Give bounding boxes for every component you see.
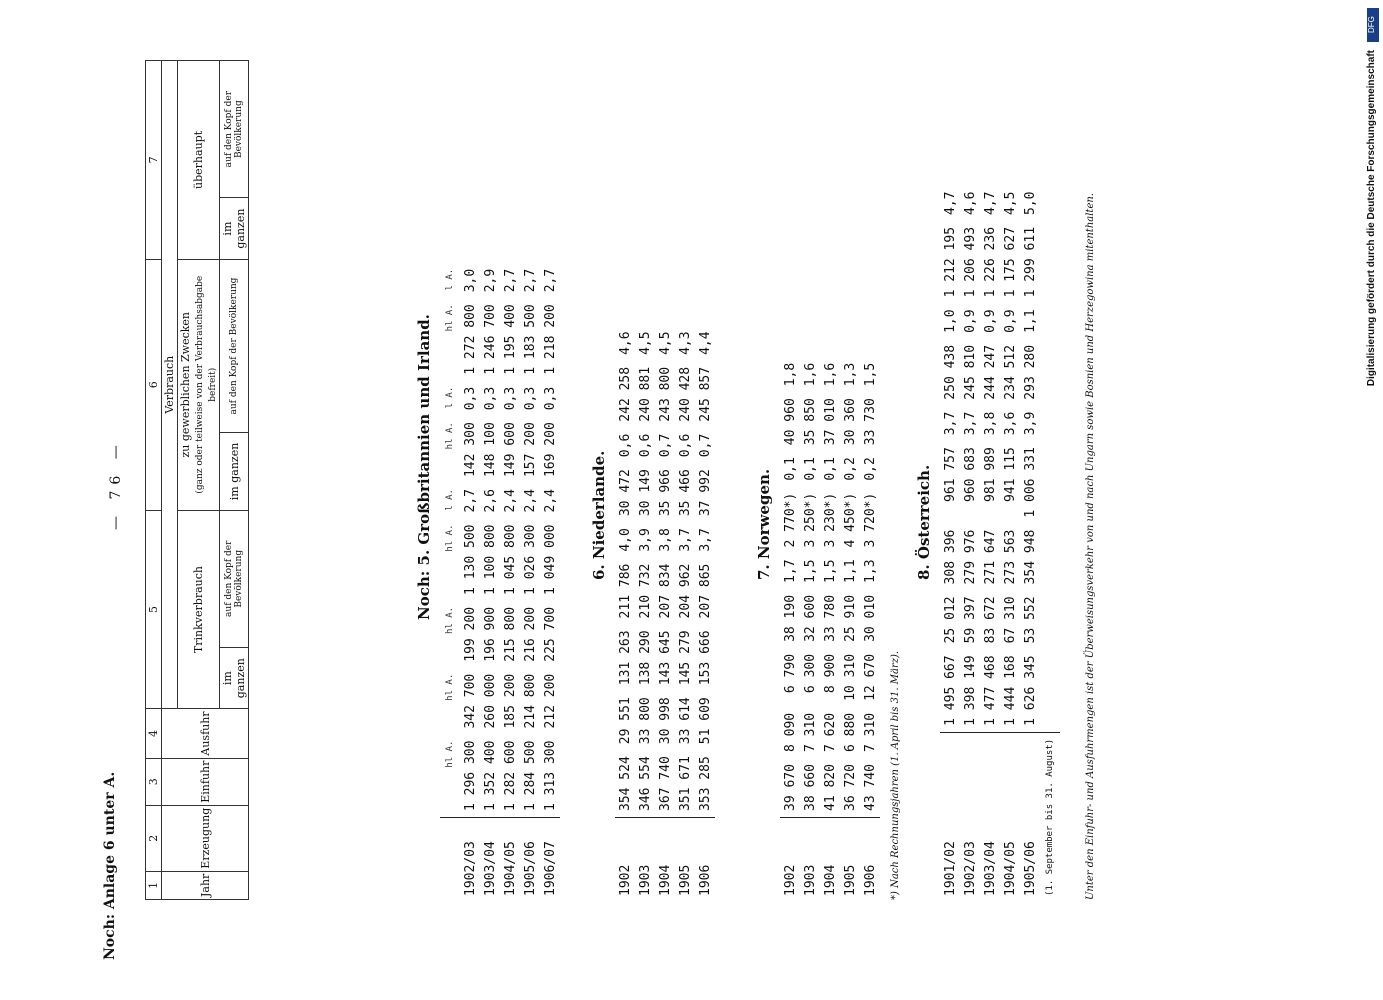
- table-row: [675, 325, 695, 900]
- year-cell: 1904/05: [1000, 732, 1020, 900]
- section-table-grossbritannien: [440, 263, 560, 900]
- table-row: [635, 325, 655, 900]
- value-cell: 3 250*): [802, 492, 818, 548]
- value-cell: 1 398 149: [962, 655, 978, 726]
- year-cell: 1904: [820, 818, 840, 901]
- header-im-ganzen: im ganzen: [220, 198, 249, 260]
- value-cell: 8 900: [822, 653, 838, 694]
- header-verbrauch: Verbrauch: [162, 61, 178, 709]
- value-cell: 1,6: [802, 362, 818, 387]
- value-cell: 0,6: [637, 433, 653, 458]
- value-cell: 0,1: [822, 457, 838, 481]
- value-cell: 53 552: [1022, 596, 1038, 644]
- value-cell: 0,2: [842, 457, 858, 481]
- year-cell: 1903/04: [980, 732, 1000, 900]
- year-cell: 1902/03: [960, 732, 980, 900]
- unit-label: l A.: [445, 489, 455, 511]
- value-cell: 2,4: [522, 489, 538, 513]
- value-cell: 39 670: [782, 764, 798, 811]
- value-cell: 351 671: [677, 756, 693, 811]
- value-cell: 1 444 168: [1002, 655, 1018, 726]
- value-cell: 1 195 400: [502, 304, 518, 375]
- table-row: [840, 357, 860, 900]
- section-title-oesterreich: 8. Österreich.: [915, 464, 933, 580]
- year-cell: 1903: [800, 818, 820, 901]
- value-cell: 6 880: [842, 712, 858, 753]
- value-cell: 1 282 600: [502, 740, 518, 811]
- value-cell: 4,0: [617, 528, 633, 552]
- value-cell: 210 732: [637, 563, 653, 619]
- value-cell: 244 247: [982, 344, 998, 400]
- value-cell: 1,1: [1022, 309, 1038, 333]
- year-cell: 1906/07: [540, 818, 560, 901]
- value-cell: 29 551: [617, 697, 633, 745]
- value-cell: 33 800: [637, 697, 653, 745]
- value-cell: 4,6: [962, 191, 978, 215]
- header-gewerblich: [178, 259, 220, 510]
- value-cell: 0,1: [782, 457, 798, 481]
- value-cell: 1 049 000: [542, 524, 558, 595]
- value-cell: 25 910: [842, 594, 858, 642]
- value-cell: 1 006 331: [1022, 447, 1038, 518]
- value-cell: 30 149: [637, 469, 653, 517]
- table-row: [695, 325, 715, 900]
- value-cell: 1,0: [942, 309, 958, 333]
- value-cell: 33 730: [862, 398, 878, 446]
- value-cell: 1 296 300: [462, 740, 478, 811]
- value-cell: 1 313 300: [542, 740, 558, 811]
- value-cell: 0,3: [542, 386, 558, 411]
- value-cell: 204 962: [677, 563, 693, 619]
- value-cell: 1,3: [842, 362, 858, 387]
- col-number: 4: [146, 709, 162, 758]
- value-cell: 960 683: [962, 447, 978, 502]
- value-cell: 1 175 627: [1002, 226, 1018, 298]
- value-cell: 157 200: [522, 422, 538, 478]
- col-number: 7: [146, 61, 162, 260]
- value-cell: 142 300: [462, 422, 478, 478]
- year-cell: 1902: [780, 818, 800, 901]
- value-cell: 1,3: [862, 559, 878, 583]
- value-cell: 0,3: [482, 386, 498, 411]
- value-cell: 1 626 345: [1022, 655, 1038, 726]
- table-row: [520, 263, 540, 900]
- value-cell: 25 012: [942, 596, 958, 644]
- period-note: (1. September bis 31. August): [1040, 732, 1060, 900]
- header-im-ganzen: im ganzen: [220, 433, 249, 510]
- section-title-norwegen: 7. Norwegen.: [755, 468, 773, 580]
- value-cell: 1,8: [782, 362, 798, 387]
- year-cell: 1904/05: [500, 818, 520, 901]
- section-table-niederlande: [615, 325, 715, 900]
- value-cell: 293 280: [1022, 344, 1038, 400]
- dfg-logo: DFG: [1367, 8, 1379, 42]
- value-cell: 1,5: [802, 559, 818, 583]
- value-cell: 216 200: [522, 606, 538, 662]
- value-cell: 240 428: [677, 366, 693, 422]
- value-cell: 37 010: [822, 398, 838, 446]
- value-cell: 1 352 400: [482, 740, 498, 811]
- table-row: [1000, 185, 1020, 900]
- value-cell: 83 672: [982, 596, 998, 644]
- value-cell: 2,4: [502, 489, 518, 513]
- value-cell: 3,7: [677, 528, 693, 552]
- column-number-row: [146, 61, 162, 900]
- value-cell: 941 115: [1002, 447, 1018, 502]
- value-cell: 346 554: [637, 756, 653, 811]
- table-row: [960, 185, 980, 900]
- value-cell: 342 700: [462, 673, 478, 729]
- value-cell: 1 272 800: [462, 304, 478, 375]
- year-cell: 1906: [695, 818, 715, 901]
- header-im-ganzen: im ganzen: [220, 647, 249, 709]
- value-cell: 240 881: [637, 366, 653, 422]
- value-cell: 367 740: [657, 756, 673, 811]
- header-einfuhr: Einfuhr: [162, 758, 249, 805]
- value-cell: 1 246 700: [482, 304, 498, 375]
- value-cell: 0,7: [697, 433, 713, 458]
- year-cell: 1904: [655, 818, 675, 901]
- value-cell: 2,4: [542, 489, 558, 513]
- value-cell: 30 998: [657, 697, 673, 745]
- value-cell: 185 200: [502, 673, 518, 729]
- table-row: [460, 263, 480, 900]
- year-cell: 1902/03: [460, 818, 480, 901]
- page-number: — 76 —: [108, 439, 124, 530]
- value-cell: 6 790: [782, 653, 798, 694]
- value-cell: 32 600: [802, 594, 818, 642]
- value-cell: 145 279: [677, 630, 693, 686]
- year-cell: 1905/06: [1020, 732, 1040, 900]
- value-cell: 215 800: [502, 606, 518, 662]
- value-cell: 273 563: [1002, 529, 1018, 585]
- value-cell: 2,7: [542, 268, 558, 293]
- value-cell: 131 263: [617, 630, 633, 686]
- value-cell: 279 976: [962, 529, 978, 585]
- value-cell: 5,0: [1022, 191, 1038, 215]
- running-head: Noch: Anlage 6 unter A.: [102, 771, 118, 960]
- value-cell: 3,7: [962, 411, 978, 436]
- value-cell: 234 512: [1002, 344, 1018, 400]
- value-cell: 4 450*): [842, 492, 858, 548]
- value-cell: 0,6: [617, 433, 633, 458]
- table-row: [980, 185, 1000, 900]
- value-cell: 4,5: [1002, 191, 1018, 215]
- value-cell: 3,9: [1022, 411, 1038, 436]
- value-cell: 3,7: [697, 528, 713, 552]
- year-cell: 1906: [860, 818, 880, 901]
- section-table-norwegen: [780, 357, 880, 900]
- header-ausfuhr: Ausfuhr: [162, 709, 249, 758]
- value-cell: 38 660: [802, 764, 818, 811]
- value-cell: 354 524: [617, 756, 633, 811]
- value-cell: 1 045 800: [502, 524, 518, 595]
- value-cell: 35 466: [677, 469, 693, 517]
- col-number: 2: [146, 805, 162, 871]
- value-cell: 1 477 468: [982, 655, 998, 726]
- value-cell: 0,3: [522, 386, 538, 411]
- value-cell: 1 218 200: [542, 304, 558, 375]
- value-cell: 4,6: [617, 331, 633, 355]
- value-cell: 37 992: [697, 469, 713, 517]
- value-cell: 308 396: [942, 529, 958, 585]
- table-row: [780, 357, 800, 900]
- value-cell: 1 495 667: [942, 655, 958, 726]
- table-row: [615, 325, 635, 900]
- value-cell: 207 865: [697, 563, 713, 619]
- value-cell: 1,5: [862, 362, 878, 387]
- section-title-niederlande: 6. Niederlande.: [590, 450, 608, 580]
- col-number: 6: [146, 259, 162, 510]
- section-title-grossbritannien: Noch: 5. Großbritannien und Irland.: [415, 314, 433, 620]
- value-cell: 3 720*): [862, 492, 878, 548]
- value-cell: 211 786: [617, 563, 633, 619]
- value-cell: 354 948: [1022, 529, 1038, 585]
- value-cell: 4,5: [637, 331, 653, 355]
- header-ueberhaupt: überhaupt: [178, 61, 220, 260]
- value-cell: 7 620: [822, 712, 838, 753]
- value-cell: 245 857: [697, 366, 713, 422]
- col-number: 1: [146, 871, 162, 899]
- value-cell: 3,7: [942, 411, 958, 436]
- year-cell: 1905/06: [520, 818, 540, 901]
- value-cell: 212 200: [542, 673, 558, 729]
- value-cell: 3,6: [1002, 411, 1018, 436]
- value-cell: 7 310: [862, 712, 878, 753]
- value-cell: 0,9: [962, 309, 978, 333]
- col-number: 3: [146, 758, 162, 805]
- value-cell: 7 310: [802, 712, 818, 753]
- value-cell: 1 130 500: [462, 524, 478, 595]
- value-cell: 35 966: [657, 469, 673, 517]
- col-number: 5: [146, 510, 162, 709]
- table-row: [1020, 185, 1040, 900]
- value-cell: 1,6: [822, 362, 838, 387]
- value-cell: 0,3: [502, 386, 518, 411]
- value-cell: 1 100 800: [482, 524, 498, 595]
- value-cell: 59 397: [962, 596, 978, 644]
- header-jahr: Jahr: [162, 871, 249, 899]
- value-cell: 149 600: [502, 422, 518, 478]
- footnote-norwegen: *) Nach Rechnungsjahren (1. April bis 31. März).: [890, 650, 901, 900]
- value-cell: 8 090: [782, 712, 798, 753]
- table-row: [540, 263, 560, 900]
- value-cell: 10 310: [842, 653, 858, 701]
- value-cell: 6 300: [802, 653, 818, 694]
- value-cell: 3 230*): [822, 492, 838, 548]
- value-cell: 0,7: [657, 433, 673, 458]
- table-row: [860, 357, 880, 900]
- unit-label: hl A.: [445, 304, 455, 332]
- value-cell: 40 960: [782, 398, 798, 446]
- unit-label: hl A.: [445, 606, 455, 635]
- value-cell: 4,5: [657, 331, 673, 355]
- value-cell: 4,7: [942, 191, 958, 215]
- header-erzeugung: Erzeugung: [162, 805, 249, 871]
- value-cell: 1 226 236: [982, 226, 998, 298]
- value-cell: 41 820: [822, 764, 838, 811]
- value-cell: 3,9: [637, 528, 653, 552]
- value-cell: 30 010: [862, 594, 878, 642]
- header-trinkverbrauch: Trinkverbrauch: [178, 510, 220, 709]
- value-cell: 260 000: [482, 673, 498, 729]
- unit-row: [440, 263, 460, 900]
- value-cell: 2,7: [522, 268, 538, 293]
- value-cell: 4,3: [677, 331, 693, 355]
- value-cell: 2,7: [502, 268, 518, 293]
- value-cell: 245 810: [962, 344, 978, 400]
- value-cell: 1,1: [842, 559, 858, 583]
- value-cell: 67 310: [1002, 596, 1018, 644]
- value-cell: 30 360: [842, 398, 858, 446]
- unit-label: l A.: [445, 268, 455, 291]
- value-cell: 1,5: [822, 559, 838, 583]
- value-cell: 36 720: [842, 764, 858, 811]
- unit-label: l A.: [445, 386, 455, 409]
- value-cell: 242 258: [617, 366, 633, 422]
- value-cell: 3,0: [462, 268, 478, 293]
- year-cell: 1901/02: [940, 732, 960, 900]
- header-auf-den-kopf: auf den Kopf der Bevölkerung: [220, 61, 249, 198]
- value-cell: 43 740: [862, 764, 878, 811]
- unit-label: hl A.: [445, 740, 455, 768]
- header-gewerblich-label: zu gewerblichen Zwecken: [179, 311, 192, 458]
- value-cell: 2,9: [482, 268, 498, 293]
- table-row: [1040, 185, 1060, 900]
- value-cell: 271 647: [982, 529, 998, 585]
- value-cell: 3,8: [982, 411, 998, 436]
- year-cell: 1902: [615, 818, 635, 901]
- unit-label: hl A.: [445, 673, 455, 701]
- year-cell: 1905: [840, 818, 860, 901]
- value-cell: 225 700: [542, 606, 558, 662]
- value-cell: 981 989: [982, 447, 998, 502]
- value-cell: 35 850: [802, 398, 818, 446]
- value-cell: 1,7: [782, 559, 798, 583]
- section-table-oesterreich: [940, 185, 1060, 900]
- value-cell: 38 190: [782, 594, 798, 642]
- value-cell: 51 609: [697, 697, 713, 745]
- table-row: [800, 357, 820, 900]
- table-row: [655, 325, 675, 900]
- value-cell: 0,2: [862, 457, 878, 481]
- value-cell: 2,6: [482, 489, 498, 513]
- table-row: [940, 185, 960, 900]
- value-cell: 353 285: [697, 756, 713, 811]
- footnote-oesterreich: Unter den Einfuhr- und Ausfuhrmengen ist der Überweisungsverkehr von und nach Ungarn sowie Bosnien und Herzegowina mitenthalten.: [1085, 193, 1096, 900]
- value-cell: 143 645: [657, 630, 673, 686]
- year-cell: 1905: [675, 818, 695, 901]
- value-cell: 138 290: [637, 630, 653, 686]
- rotated-page-content: [100, 91, 1220, 1000]
- unit-label: hl A.: [445, 422, 455, 450]
- header-auf-den-kopf: auf den Kopf der Bevölkerung: [220, 259, 249, 432]
- value-cell: 1 206 493: [962, 226, 978, 298]
- year-cell: 1903: [635, 818, 655, 901]
- value-cell: 961 757: [942, 447, 958, 502]
- value-cell: 1 212 195: [942, 226, 958, 298]
- value-cell: 3,8: [657, 528, 673, 552]
- value-cell: 0,9: [982, 309, 998, 333]
- value-cell: 30 472: [617, 469, 633, 517]
- table-row: [480, 263, 500, 900]
- value-cell: 1 026 300: [522, 524, 538, 595]
- unit-label: hl A.: [445, 524, 455, 552]
- value-cell: 214 800: [522, 673, 538, 729]
- value-cell: 169 200: [542, 422, 558, 478]
- value-cell: 1 284 500: [522, 740, 538, 811]
- value-cell: 12 670: [862, 653, 878, 701]
- year-cell: 1903/04: [480, 818, 500, 901]
- header-gewerblich-note: (ganz oder teilweise von der Verbrauchsabgabe befreit): [195, 275, 218, 494]
- value-cell: 33 614: [677, 697, 693, 745]
- value-cell: 153 666: [697, 630, 713, 686]
- value-cell: 250 438: [942, 344, 958, 400]
- value-cell: 0,1: [802, 457, 818, 481]
- value-cell: 4,4: [697, 331, 713, 355]
- value-cell: 0,9: [1002, 309, 1018, 333]
- value-cell: 207 834: [657, 563, 673, 619]
- table-header: [145, 60, 249, 900]
- value-cell: 0,3: [462, 386, 478, 411]
- value-cell: 2,7: [462, 489, 478, 513]
- value-cell: 243 800: [657, 366, 673, 422]
- value-cell: 148 100: [482, 422, 498, 478]
- table-row: [500, 263, 520, 900]
- digitization-note: Digitalisierung gefördert durch die Deutsche Forschungsgemeinschaft: [1366, 50, 1377, 387]
- value-cell: 196 900: [482, 606, 498, 662]
- value-cell: 4,7: [982, 191, 998, 215]
- value-cell: 0,6: [677, 433, 693, 458]
- value-cell: 1 183 500: [522, 304, 538, 375]
- value-cell: 33 780: [822, 594, 838, 642]
- value-cell: 2 770*): [782, 492, 798, 548]
- value-cell: 199 200: [462, 606, 478, 662]
- value-cell: 1 299 611: [1022, 226, 1038, 298]
- table-row: [820, 357, 840, 900]
- header-auf-den-kopf: auf den Kopf der Bevölkerung: [220, 510, 249, 647]
